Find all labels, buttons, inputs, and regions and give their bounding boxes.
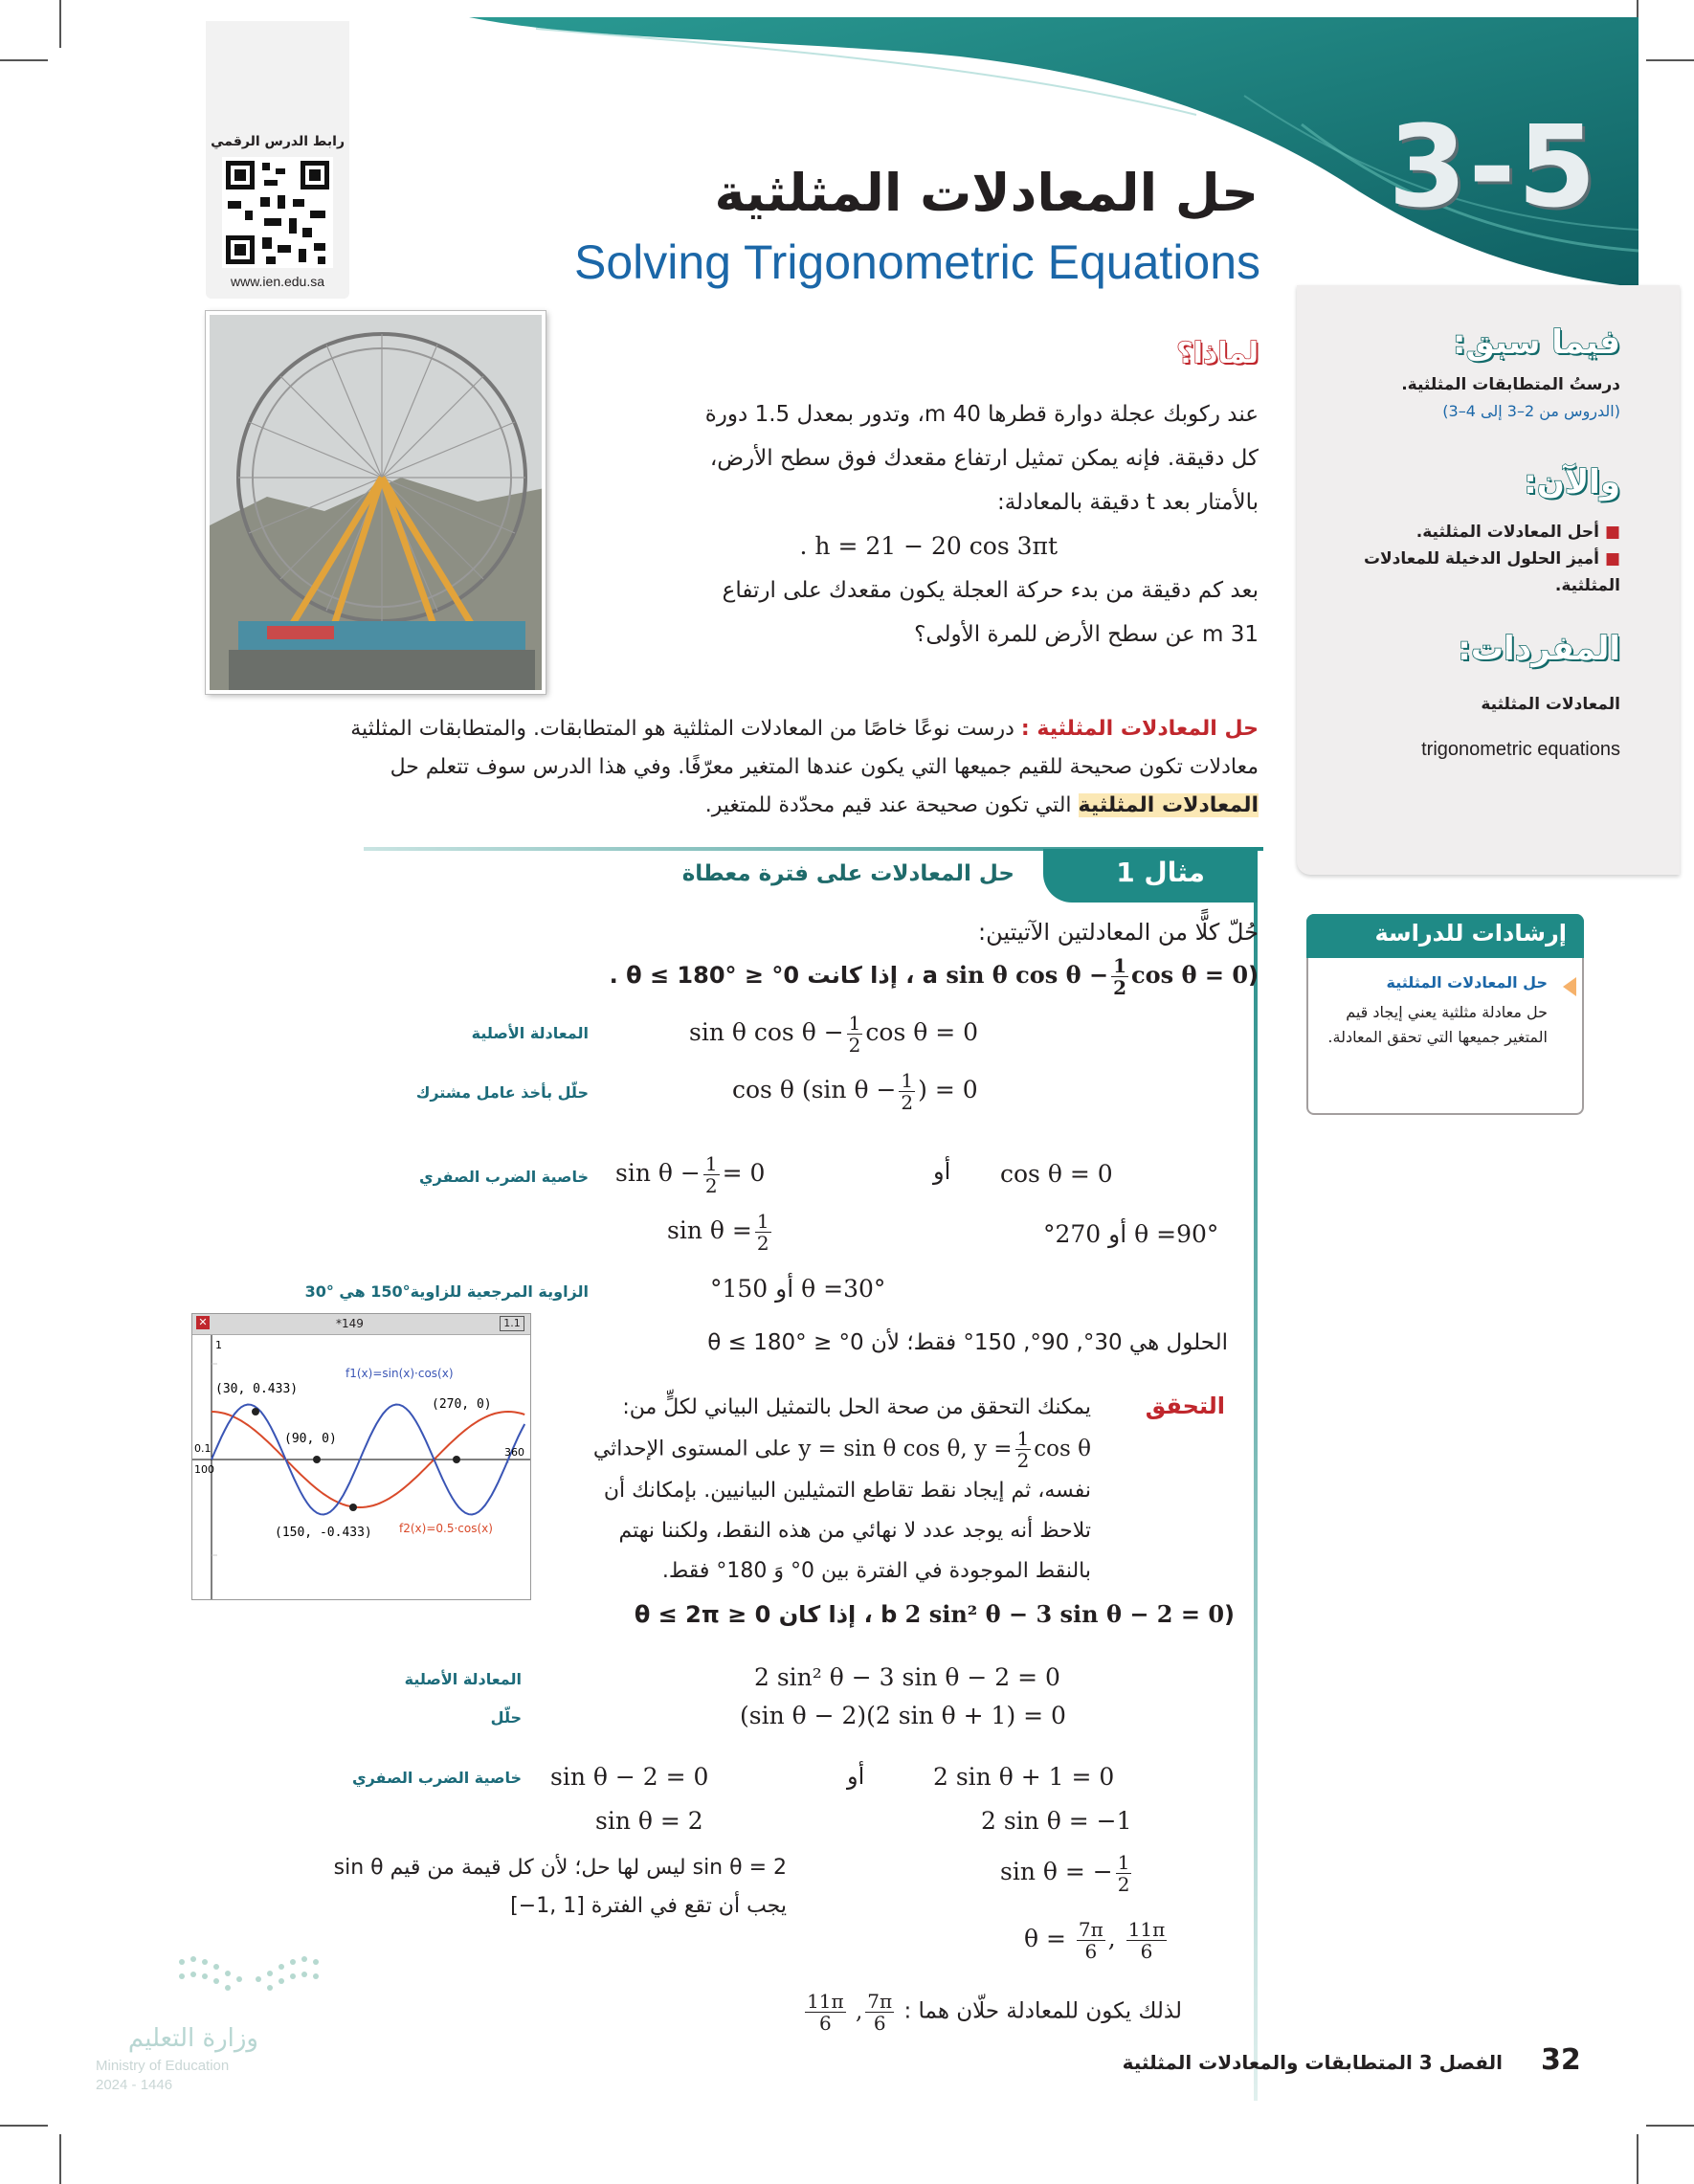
close-icon[interactable]: ✕ xyxy=(196,1316,210,1329)
function-label-f1: f1(x)=sin(x)·cos(x) xyxy=(345,1367,454,1380)
step-b-3-left: sin θ − 2 = 0 xyxy=(550,1763,709,1791)
why-line: بعد كم دقيقة من بدء حركة العجلة يكون مقعدك على ارتفاع xyxy=(722,578,1259,603)
step-b-6-right: θ = $\frac{7\pi}{6}$ , $\frac{11\pi}{6}$ xyxy=(1024,1918,1166,1963)
sidebar-before-ref: (الدروس من 2–3 إلى 4–3) xyxy=(1442,402,1620,420)
no-solution-note xyxy=(334,1849,787,1926)
point-label: (270, 0) xyxy=(432,1397,492,1412)
arrow-left-icon xyxy=(1563,977,1576,996)
example-label: مثال 1 xyxy=(1116,857,1205,888)
lesson-title-ar: حل المعادلات المثلثية xyxy=(714,163,1259,223)
step-b-2: (sin θ − 2)(2 sin θ + 1) = 0 xyxy=(740,1702,1066,1729)
crop-mark xyxy=(0,2125,48,2127)
qr-url[interactable]: www.ien.edu.sa xyxy=(230,274,325,289)
lesson-number: 3-5 xyxy=(1388,100,1598,233)
check-line: يمكنك التحقق من صحة الحل بالتمثيل البياني لكلٍّ من: xyxy=(622,1395,1091,1419)
crop-mark xyxy=(1646,2125,1694,2127)
why-text xyxy=(589,392,1259,657)
step-b-4-right: 2 sin θ = −1 xyxy=(981,1807,1132,1835)
step-b-3-right: 2 sin θ + 1 = 0 xyxy=(933,1763,1115,1791)
step-a-5: θ =30° أو 150° xyxy=(710,1275,886,1303)
chapter-title: المتطابقات والمعادلات المثلثية xyxy=(1122,2051,1413,2074)
point-label: (90, 0) xyxy=(284,1432,337,1446)
example-label-tab xyxy=(1043,849,1258,903)
point-label: (30, 0.433) xyxy=(215,1382,299,1396)
example-prompt: حُلّ كلًّا من المعادلتين الآتيتين: xyxy=(977,919,1259,946)
part-b-statement: (b 2 sin² θ − 3 sin θ − 2 = 0 ، إذا كان 0 ≤ θ ≤ 2π xyxy=(634,1600,1235,1628)
part-a-condition: ، إذا كانت 0° ≤ θ ≤ 180° . xyxy=(609,962,915,989)
why-line: 31 m عن سطح الأرض للمرة الأولى؟ xyxy=(914,622,1259,647)
sidebar-panel xyxy=(1297,285,1680,875)
crop-mark xyxy=(59,2134,61,2184)
why-line: بالأمتار بعد t دقيقة بالمعادلة: xyxy=(996,490,1259,515)
crop-mark xyxy=(1637,2134,1638,2184)
or-label-b: أو xyxy=(847,1763,865,1790)
step-b-4-left: sin θ = 2 xyxy=(595,1807,703,1835)
point-label: (150, -0.433) xyxy=(275,1526,372,1540)
calculator-toolbar xyxy=(192,1314,530,1335)
intro-line: معادلات تكون صحيحة للقيم جميعها التي يكون عندها المتغير معرّفًا. وفي هذا الدرس سوف تتعلم حل xyxy=(390,755,1259,779)
check-line: بالنقط الموجودة في الفترة بين 0° وَ 180° فقط. xyxy=(661,1559,1091,1583)
part-b-condition: ، إذا كان 0 ≤ θ ≤ 2π xyxy=(634,1601,873,1628)
ferris-wheel-photo xyxy=(206,311,546,694)
study-tip-header: إرشادات للدراسة xyxy=(1306,914,1584,958)
check-line: نفسه، ثم إيجاد نقط تقاطع التمثيلين البيانيين. بإمكانك أن xyxy=(603,1479,1091,1503)
note-original: المعادلة الأصلية xyxy=(471,1024,589,1042)
note-original-b: المعادلة الأصلية xyxy=(404,1670,522,1688)
conclusion: لذلك يكون للمعادلة حلّان هما : $\frac{7\pi}{6}$ , $\frac{11\pi}{6}$ xyxy=(807,1990,1182,2035)
check-line: تلاحظ أنه يوجد عدد لا نهائي من هذه النقط، ولكننا نهتم xyxy=(618,1519,1091,1543)
qr-label: رابط الدرس الرقمي xyxy=(211,134,345,149)
check-line: على المستوى الإحداثي xyxy=(592,1437,792,1461)
calculator-status: *149 xyxy=(336,1317,364,1330)
step-a-3-left: sin θ − $\frac{1}{2}$ = 0 xyxy=(615,1152,766,1197)
check-label: التحقق xyxy=(1145,1393,1225,1419)
study-tip-text: حل معادلة مثلثية يعني إيجاد قيم المتغير جميعها التي تحقق المعادلة. xyxy=(1327,1003,1548,1046)
step-b-1: 2 sin² θ − 3 sin θ − 2 = 0 xyxy=(754,1663,1060,1691)
note-zero-product: خاصية الضرب الصفري xyxy=(418,1168,589,1186)
or-label: أو xyxy=(933,1158,951,1185)
page-number: 32 xyxy=(1541,2043,1581,2077)
axis-label: 100 xyxy=(194,1463,214,1476)
axis-label: 1 xyxy=(215,1339,222,1351)
step-b-5-right: sin θ = − $\frac{1}{2}$ xyxy=(1000,1851,1130,1896)
no-solution-line: يجب أن تقع في الفترة [1 ,1−] xyxy=(510,1894,787,1918)
axis-label: 360 xyxy=(504,1446,524,1459)
solutions-a: الحلول هي 30°, 90°, 150° فقط؛ لأن 0° ≤ θ ≤ 180° xyxy=(707,1330,1228,1355)
why-line: عند ركوبك عجلة دوارة قطرها 40 m، وتدور بمعدل 1.5 دورة xyxy=(704,402,1259,427)
sidebar-vocab-ar: المعادلات المثلثية xyxy=(1481,695,1620,714)
sidebar-now-item: ■ أميز الحلول الدخيلة للمعادلات المثلثية. xyxy=(1363,549,1620,595)
intro-line: درست نوعًا خاصًا من المعادلات المثلثية هو المتطابقات. والمتطابقات المثلثية xyxy=(350,717,1014,741)
note-factor: حلّل بأخذ عامل مشترك xyxy=(415,1083,589,1102)
part-b-label: (b xyxy=(880,1601,1235,1628)
study-tip-box xyxy=(1306,914,1584,1115)
page-indicator: 1.1 xyxy=(500,1316,524,1331)
qr-code-icon[interactable] xyxy=(222,157,333,268)
intro-highlight: المعادلات المثلثية xyxy=(1078,793,1259,817)
qr-panel xyxy=(206,21,349,299)
example-title: حل المعادلات على فترة معطاة xyxy=(681,861,1014,886)
ministry-name-en: Ministry of Education xyxy=(96,2058,230,2074)
ministry-name-ar: وزارة التعليم xyxy=(127,2024,258,2053)
ministry-year: 2024 - 1446 xyxy=(96,2077,173,2093)
graph-area xyxy=(192,1335,530,1599)
sidebar-vocab-en: trigonometric equations xyxy=(1421,739,1620,760)
note-reference: الزاوية المرجعية للزاوية°150 هي °30 xyxy=(304,1282,589,1301)
lesson-title-en: Solving Trigonometric Equations xyxy=(574,235,1261,289)
sidebar-vocab-heading: المفردات: xyxy=(1458,630,1620,668)
why-equation: . h = 21 − 20 cos 3πt xyxy=(799,532,1058,560)
intro-line: التي تكون صحيحة عند قيم محدّدة للمتغير. xyxy=(704,793,1072,817)
why-heading: لماذا؟ xyxy=(1176,337,1259,370)
axis-label: 0.1 xyxy=(194,1442,212,1455)
part-a-label: (a xyxy=(922,962,1259,989)
note-zero-product-b: خاصية الضرب الصفري xyxy=(351,1769,522,1787)
sidebar-now-item: ■ أحل المعادلات المثلثية. xyxy=(1415,523,1620,542)
example-side-rule xyxy=(1254,847,1258,2101)
conclusion-text: لذلك يكون للمعادلة حلّان هما : xyxy=(903,1998,1182,2024)
why-line: كل دقيقة. فإنه يمكن تمثيل ارتفاع مقعدك فوق سطح الأرض، xyxy=(709,446,1259,471)
intro-term: حل المعادلات المثلثية : xyxy=(1020,717,1259,741)
no-solution-line: sin θ = 2 ليس لها حل؛ لأن كل قيمة من قيم sin θ xyxy=(333,1856,787,1880)
function-label-f2: f2(x)=0.5·cos(x) xyxy=(399,1522,493,1535)
calculator-screen xyxy=(191,1313,531,1600)
note-factor-b: حلّل xyxy=(490,1708,522,1727)
sidebar-before-heading: فيما سبق: xyxy=(1452,323,1620,362)
step-a-2: cos θ (sin θ − $\frac{1}{2}$ ) = 0 xyxy=(732,1069,978,1114)
check-text: يمكنك التحقق من صحة الحل بالتمثيل البياني لكلٍّ من: y = sin θ cos θ, y = $\frac{1}{2}$ cos θ على المستوى الإحداثي نفسه، ثم إيجاد نقط تقاطع التمثيلين البيانيين. بإمكانك أن تلاحظ أنه يوجد عدد لا نهائي من هذه النقط، ولكننا نهتم بالنقط الموجودة في الفترة بين 0° وَ 180° فقط. xyxy=(555,1388,1091,1592)
sidebar-now-heading: والآن: xyxy=(1524,463,1620,501)
study-tip-title: حل المعادلات المثلثية xyxy=(1386,973,1548,992)
ministry-logo-icon xyxy=(172,1948,345,2015)
step-a-4-left: sin θ = $\frac{1}{2}$ xyxy=(667,1210,769,1255)
sidebar-before-text: درستُ المتطابقات المثلثية. xyxy=(1401,375,1620,394)
ferris-wheel-icon xyxy=(210,315,546,694)
step-a-4-right: θ =90° أو 270° xyxy=(1043,1220,1219,1248)
part-a-statement: (a sin θ cos θ − $\frac{1}{2}$ cos θ = 0 ، إذا كانت 0° ≤ θ ≤ 180° . xyxy=(609,954,1259,999)
sidebar-now-list xyxy=(1343,519,1620,599)
footer-chapter xyxy=(1123,2051,1503,2074)
step-a-3-right: cos θ = 0 xyxy=(1000,1160,1113,1188)
chapter-number: الفصل 3 xyxy=(1418,2051,1503,2074)
step-a-1: sin θ cos θ − $\frac{1}{2}$ cos θ = 0 xyxy=(689,1012,979,1057)
intro-paragraph xyxy=(282,710,1259,825)
